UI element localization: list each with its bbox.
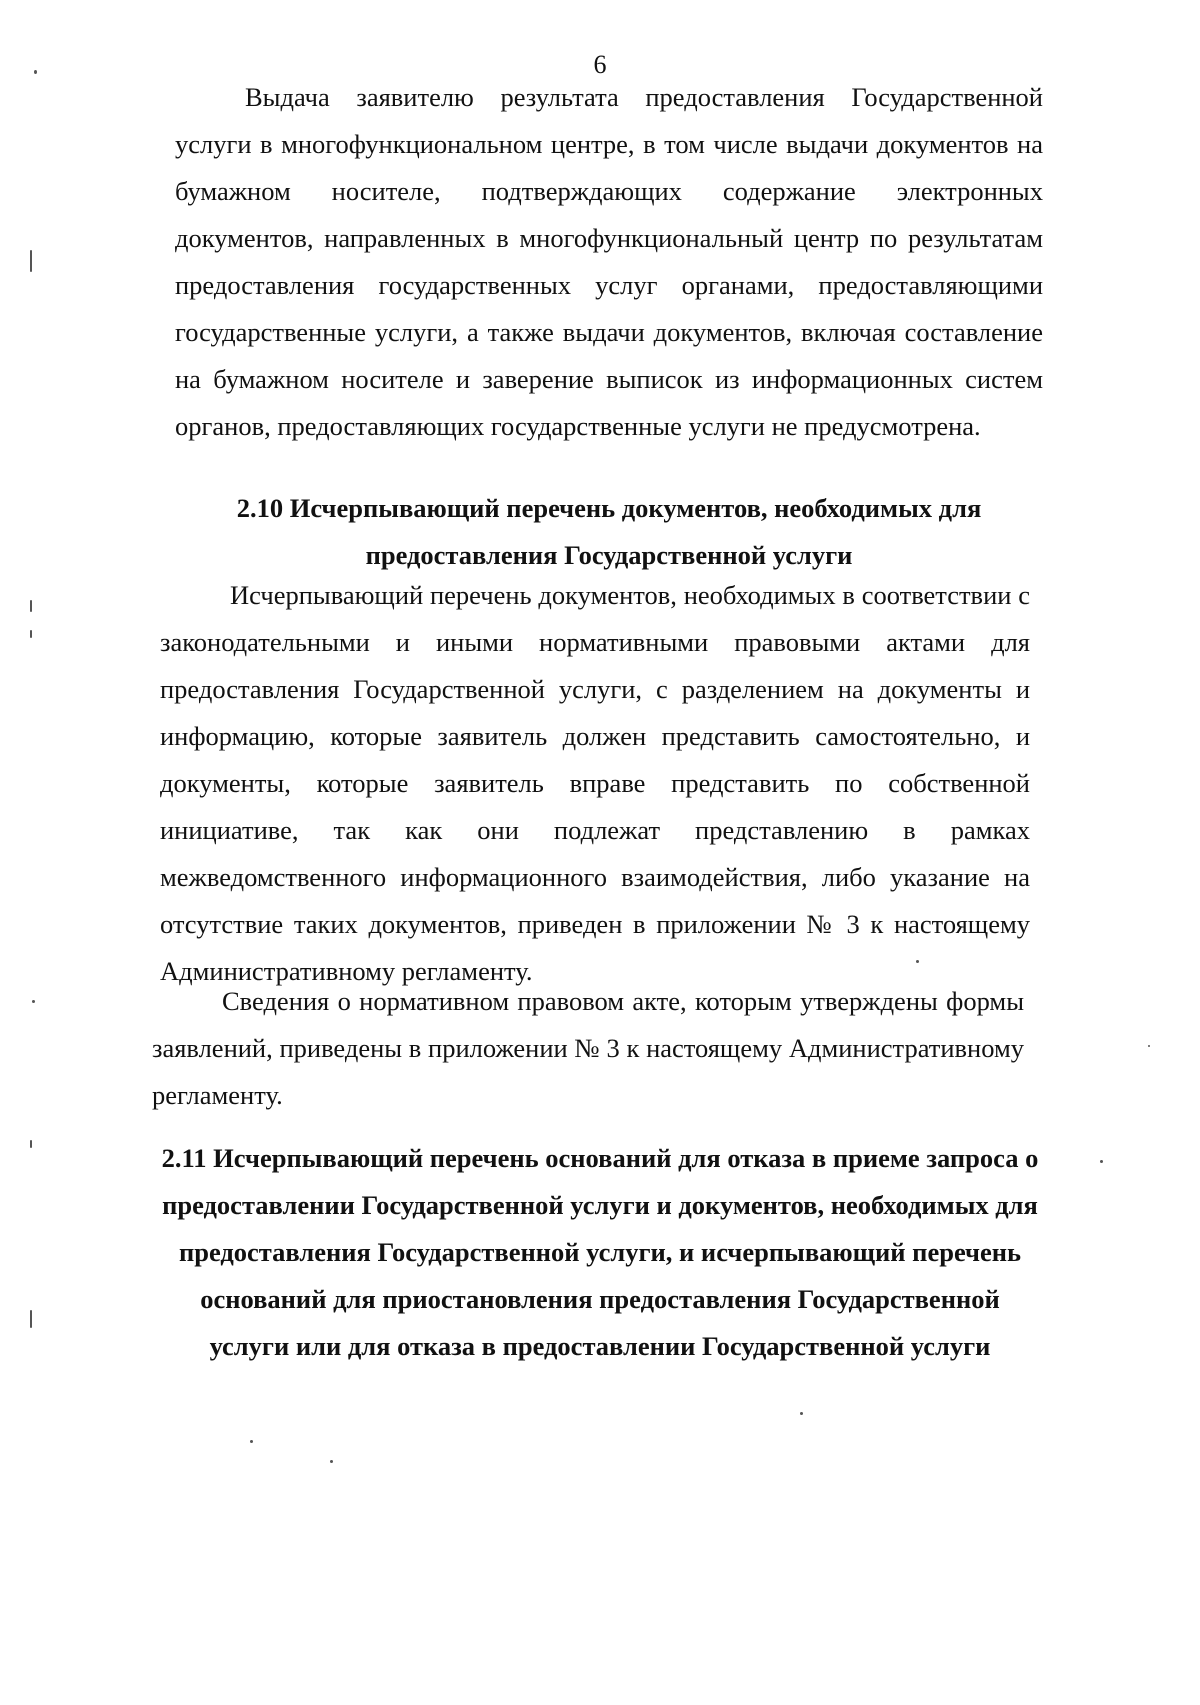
paragraph-text: Сведения о нормативном правовом акте, которым утверждены формы заявлений, приведены в приложении № 3 к настоящему Административному регламенту.	[152, 986, 1024, 1110]
section-heading-2-11: 2.11 Исчерпывающий перечень оснований для отказа в приеме запроса о предоставлении Государственной услуги и документов, необходимых для предоставления Государственной услуги, и исчерпывающий перечень оснований для приостановления предоставления Государственной услуги или для отказа в предоставлении Государственной услуги	[161, 1143, 1039, 1361]
section-heading-2-10: 2.10 Исчерпывающий перечень документов, необходимых для предоставления Государственной услуги	[236, 493, 982, 570]
scan-speck	[330, 1460, 333, 1463]
page-number: 6	[593, 50, 607, 79]
paragraph-application-forms	[152, 978, 1024, 1119]
scan-speck	[250, 1440, 253, 1443]
scan-speck	[30, 1310, 32, 1328]
scan-speck	[30, 600, 32, 612]
paragraph-text: Исчерпывающий перечень документов, необходимых в соответствии с законодательными и иными нормативными правовыми актами для предоставления Государственной услуги, с разделением на документы и информацию, которые заявитель должен представить самостоятельно, и документы, которые заявитель вправе представить по собственной инициативе, так как они подлежат представлению в рамках межведомственного информационного взаимодействия, либо указание на отсутствие таких документов, приведен в приложении № 3 к настоящему Административному регламенту.	[160, 580, 1030, 986]
scan-speck	[32, 1000, 35, 1003]
paragraph-text: Выдача заявителю результата предоставления Государственной услуги в многофункциональном центре, в том числе выдачи документов на бумажном носителе, подтверждающих содержание электронных документов, направленных в многофункциональный центр по результатам предоставления государственных услуг органами, предоставляющими государственные услуги, а также выдачи документов, включая составление на бумажном носителе и заверение выписок из информационных систем органов, предоставляющих государственные услуги не предусмотрена.	[175, 82, 1043, 441]
scan-speck	[916, 960, 919, 963]
scan-speck	[30, 1140, 32, 1148]
scan-speck	[800, 1412, 803, 1415]
paragraph-result-issuance	[175, 74, 1043, 450]
paragraph-documents-list	[160, 572, 1030, 995]
scan-speck	[1148, 1045, 1150, 1047]
scan-speck	[1100, 1160, 1103, 1163]
scan-speck	[34, 70, 37, 74]
scan-speck	[30, 250, 32, 272]
scan-speck	[30, 630, 32, 638]
